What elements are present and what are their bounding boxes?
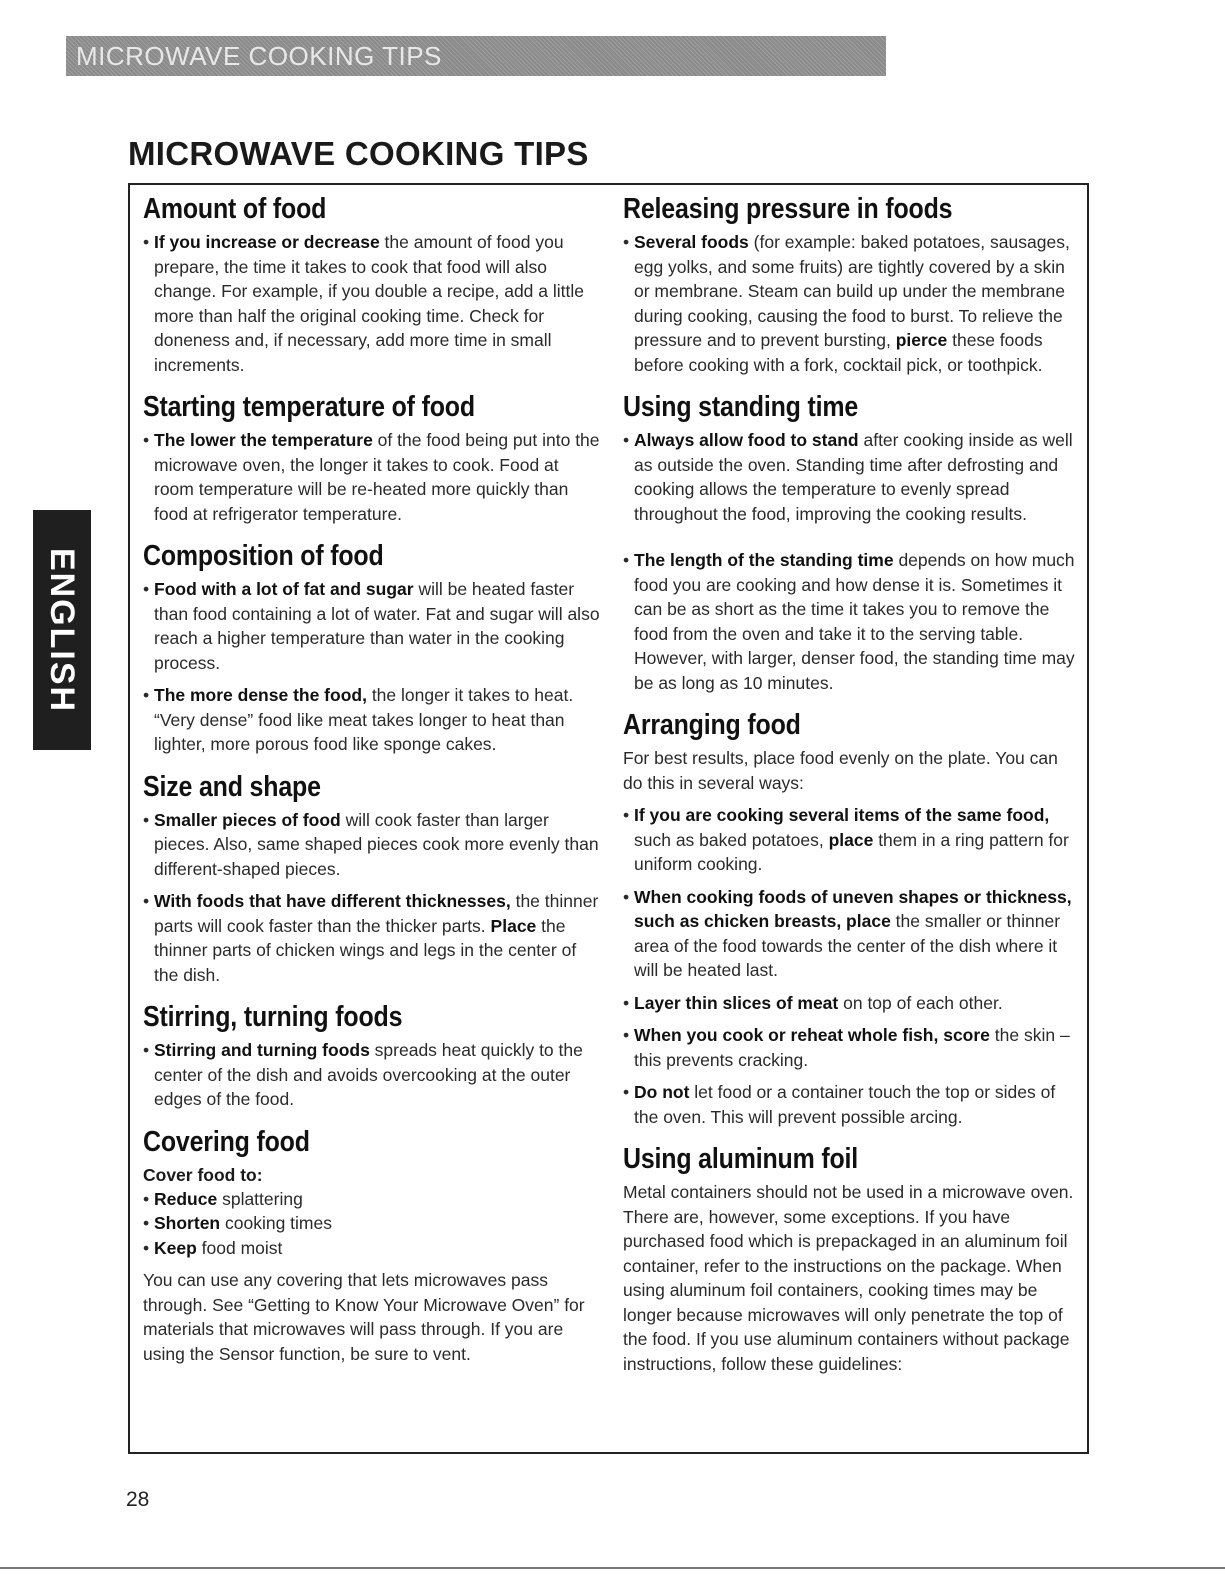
bullet-lead: If you are cooking several items of the same food, xyxy=(634,805,1050,825)
bullet-item xyxy=(623,1023,1079,1072)
bullet-text: will cook faster than larger pieces. Also, same shaped pieces cook more evenly than different-shaped pieces. xyxy=(154,809,599,879)
bullet-lead: Always allow food to stand xyxy=(634,430,859,450)
bullet-bold-word: pierce xyxy=(895,330,948,350)
section-heading: Releasing pressure in foods xyxy=(623,193,953,225)
section-heading: Composition of food xyxy=(143,540,384,572)
bullet-text: the thinner parts will cook faster than the thicker parts. xyxy=(154,891,599,936)
bullet-item xyxy=(623,1080,1079,1129)
section-heading: Starting temperature of food xyxy=(143,391,475,423)
covering-subhead: Cover food to: xyxy=(143,1164,263,1185)
section-composition-of-food xyxy=(143,540,601,757)
bullet-lead: The more dense the food, xyxy=(154,685,367,705)
section-heading: Size and shape xyxy=(143,770,321,803)
bullet-bold-word: place xyxy=(828,829,874,850)
bullet-text: the thinner parts of chicken wings and legs in the center of the dish. xyxy=(154,915,577,985)
bullet-item xyxy=(623,885,1079,983)
bullet-item xyxy=(143,683,601,757)
bullet-text: let food or a container touch the top or sides of the oven. This will prevent possible arcing. xyxy=(634,1082,1056,1127)
list-item-text: splattering xyxy=(217,1188,303,1209)
bullet-text: will be heated faster than food containing a lot of water. Fat and sugar will also reach a higher temperature than water in the cooking process. xyxy=(154,579,600,673)
language-tab-label: ENGLISH xyxy=(43,547,82,713)
section-covering-food xyxy=(143,1126,601,1367)
section-starting-temperature xyxy=(143,391,601,526)
bullet-lead: With foods that have different thicknesses, xyxy=(154,891,511,911)
section-size-and-shape xyxy=(143,771,601,988)
bullet-item xyxy=(623,428,1079,526)
bullet-text: the smaller or thinner area of the food towards the center of the dish where it will be heated last. xyxy=(634,911,1061,980)
list-item-lead: Keep xyxy=(154,1237,197,1258)
bullet-lead: When cooking foods of uneven shapes or thickness, such as chicken breasts, place xyxy=(634,886,1072,931)
bullet-item xyxy=(143,230,601,377)
bullet-lead: The lower the temperature xyxy=(154,430,373,450)
bullet-lead: Stirring and turning foods xyxy=(154,1040,370,1060)
list-item xyxy=(143,1187,601,1212)
section-stirring-turning xyxy=(143,1001,601,1112)
page-number: 28 xyxy=(126,1488,150,1511)
bullet-item xyxy=(623,803,1079,877)
list-item-lead: Reduce xyxy=(154,1188,218,1209)
bullet-item xyxy=(623,991,1079,1016)
list-item xyxy=(143,1211,601,1236)
section-heading: Amount of food xyxy=(143,193,327,225)
section-heading: Using aluminum foil xyxy=(623,1143,859,1175)
list-item xyxy=(143,1236,601,1261)
list-item-text: food moist xyxy=(196,1237,283,1258)
section-arranging-food xyxy=(623,709,1079,1129)
bullet-lead: If you increase or decrease xyxy=(154,232,380,252)
bullet-item xyxy=(143,889,601,987)
bullet-text: depends on how much food you are cooking and how dense it is. Sometimes it can be as short as the time it takes you to remove the food from the oven and take it to the serving table. However, with larger, denser food, the standing time may be as long as 10 minutes. xyxy=(634,550,1075,693)
section-releasing-pressure xyxy=(623,193,1079,377)
section-banner xyxy=(66,36,886,76)
section-heading: Using standing time xyxy=(623,391,859,423)
bullet-text: the skin – this prevents cracking. xyxy=(634,1025,1070,1070)
section-aluminum-foil xyxy=(623,1143,1079,1376)
bottom-divider xyxy=(0,1567,1225,1569)
right-column xyxy=(623,193,1079,1390)
bullet-text: the longer it takes to heat. “Very dense” food like meat takes longer to heat than lighter, more porous food like sponge cakes. xyxy=(154,685,574,754)
page-title: MICROWAVE COOKING TIPS xyxy=(128,135,589,172)
tips-content-box xyxy=(128,183,1089,1454)
bullet-text: the amount of food you prepare, the time it takes to cook that food will also change. For example, if you double a recipe, add a little more than half the original cooking time. Check for doneness and, if necessary, add more time in small increments. xyxy=(154,232,584,375)
bullet-bold-word: Place xyxy=(490,915,537,936)
bullet-lead: Several foods xyxy=(634,232,749,252)
arranging-intro: For best results, place food evenly on the plate. You can do this in several ways: xyxy=(623,748,1058,793)
list-item-text: cooking times xyxy=(220,1213,332,1233)
section-heading: Stirring, turning foods xyxy=(143,1001,403,1033)
section-standing-time xyxy=(623,391,1079,695)
section-heading: Covering food xyxy=(143,1125,310,1158)
bullet-lead: The length of the standing time xyxy=(634,550,894,570)
banner-text: MICROWAVE COOKING TIPS xyxy=(76,40,442,71)
bullet-text: on top of each other. xyxy=(838,992,1003,1013)
bullet-text: after cooking inside as well as outside the oven. Standing time after defrosting and cooking allows the temperature to evenly spread throughout the food, improving the cooking results. xyxy=(634,430,1073,524)
bullet-lead: Layer thin slices of meat xyxy=(634,992,839,1013)
bullet-lead: Smaller pieces of food xyxy=(154,809,341,830)
bullet-item xyxy=(143,1038,601,1112)
language-tab xyxy=(33,510,91,750)
bullet-text: these foods before cooking with a fork, cocktail pick, or toothpick. xyxy=(634,330,1043,375)
section-amount-of-food xyxy=(143,193,601,377)
bullet-text: them in a ring pattern for uniform cooking. xyxy=(634,829,1069,874)
bullet-text: such as baked potatoes, xyxy=(634,829,829,850)
bullet-text: (for example: baked potatoes, sausages, egg yolks, and some fruits) are tightly covered by a skin or membrane. Steam can build up under the membrane during cooking, causing the food to burst. To relieve the pressure and to prevent bursting, xyxy=(634,232,1070,350)
bullet-text: spreads heat quickly to the center of the dish and avoids overcooking at the outer edges of the food. xyxy=(154,1040,583,1109)
bullet-item xyxy=(143,428,601,526)
left-column xyxy=(143,193,601,1380)
bullet-item xyxy=(623,230,1079,377)
bullet-item xyxy=(143,808,601,882)
bullet-text: of the food being put into the microwave oven, the longer it takes to cook. Food at room temperature will be re-heated more quickly than food at refrigerator temperature. xyxy=(154,430,600,524)
list-item-lead: Shorten xyxy=(154,1213,221,1233)
bullet-item xyxy=(143,577,601,675)
covering-paragraph: You can use any covering that lets microwaves pass through. See “Getting to Know Your Microwave Oven” for materials that microwaves will pass through. If you are using the Sensor function, be sure to vent. xyxy=(143,1270,585,1364)
bullet-item xyxy=(623,548,1079,695)
bullet-lead: When you cook or reheat whole fish, score xyxy=(634,1025,990,1045)
foil-paragraph: Metal containers should not be used in a microwave oven. There are, however, some exceptions. If you have purchased food which is prepackaged in an aluminum foil container, refer to the instructions on the package. When using aluminum foil containers, cooking times may be longer because microwaves will only penetrate the top of the food. If you use aluminum containers without package instructions, follow these guidelines: xyxy=(623,1182,1074,1374)
bullet-lead: Do not xyxy=(634,1082,690,1102)
bullet-lead: Food with a lot of fat and sugar xyxy=(154,579,414,599)
section-heading: Arranging food xyxy=(623,709,801,741)
